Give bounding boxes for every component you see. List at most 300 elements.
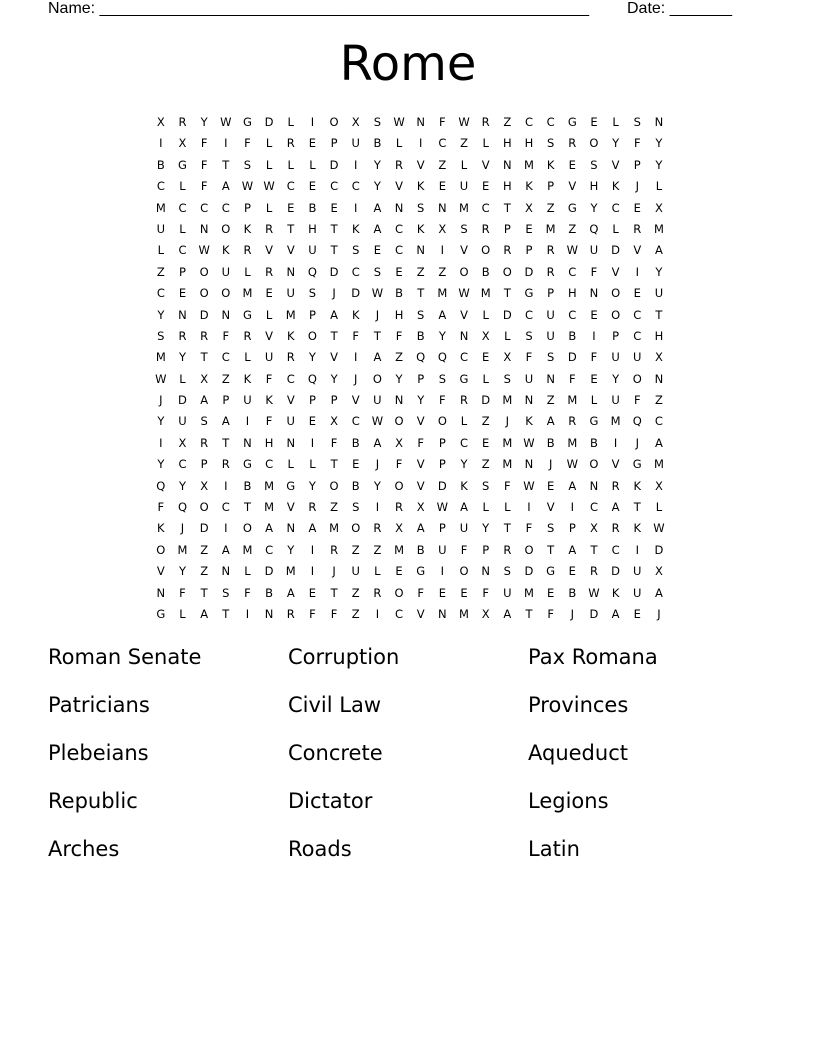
grid-letter: I bbox=[159, 136, 163, 151]
grid-letter: E bbox=[482, 435, 490, 450]
grid-letter: F bbox=[244, 136, 251, 151]
grid-letter: J bbox=[635, 179, 639, 194]
grid-letter: P bbox=[308, 307, 316, 322]
grid-letter: D bbox=[199, 521, 209, 536]
grid-letter: G bbox=[242, 307, 252, 322]
grid-letter: N bbox=[394, 200, 404, 215]
grid-letter: V bbox=[460, 307, 468, 322]
grid-letter: C bbox=[178, 200, 187, 215]
grid-letter: A bbox=[308, 521, 317, 536]
grid-letter: A bbox=[438, 307, 447, 322]
grid-letter: I bbox=[635, 542, 639, 557]
grid-letter: Y bbox=[200, 115, 208, 129]
grid-letter: L bbox=[265, 307, 273, 322]
grid-letter: X bbox=[351, 115, 360, 129]
grid-letter: V bbox=[156, 564, 165, 579]
grid-letter: Q bbox=[416, 350, 426, 365]
grid-letter: N bbox=[286, 521, 296, 536]
grid-letter: T bbox=[373, 328, 381, 343]
grid-letter: R bbox=[373, 585, 382, 600]
word-list-item: Roads bbox=[288, 837, 352, 861]
grid-letter: E bbox=[395, 564, 403, 579]
grid-letter: E bbox=[568, 157, 576, 172]
grid-letter: F bbox=[633, 136, 641, 151]
grid-letter: Z bbox=[481, 457, 490, 472]
grid-letter: A bbox=[373, 350, 382, 365]
grid-letter: N bbox=[286, 435, 296, 450]
grid-letter: N bbox=[438, 606, 447, 621]
grid-letter: Z bbox=[503, 115, 512, 129]
grid-letter: O bbox=[481, 243, 491, 258]
grid-letter: N bbox=[416, 243, 425, 258]
grid-letter: C bbox=[286, 179, 295, 194]
grid-letter: H bbox=[503, 136, 512, 151]
grid-letter: I bbox=[310, 564, 315, 579]
grid-letter: L bbox=[287, 457, 294, 472]
grid-letter: F bbox=[330, 606, 338, 621]
grid-letter: A bbox=[373, 221, 382, 236]
grid-letter: S bbox=[417, 200, 425, 215]
grid-letter: F bbox=[590, 264, 598, 279]
grid-letter: E bbox=[308, 414, 317, 429]
grid-letter: N bbox=[156, 585, 166, 600]
grid-letter: E bbox=[590, 371, 598, 386]
grid-letter: P bbox=[179, 264, 186, 279]
grid-letter: W bbox=[523, 478, 535, 493]
grid-letter: T bbox=[222, 435, 230, 450]
grid-letter: D bbox=[524, 264, 534, 279]
grid-row bbox=[150, 240, 670, 261]
grid-letter: H bbox=[654, 328, 664, 343]
grid-letter: K bbox=[222, 243, 230, 258]
grid-letter: G bbox=[589, 414, 599, 429]
grid-row bbox=[150, 283, 670, 304]
grid-letter: T bbox=[633, 500, 641, 515]
grid-letter: M bbox=[524, 157, 534, 172]
grid-letter: F bbox=[525, 350, 533, 365]
grid-letter: T bbox=[547, 542, 555, 557]
grid-row bbox=[150, 561, 670, 582]
word-list-item: Dictator bbox=[288, 789, 373, 813]
grid-letter: F bbox=[417, 435, 425, 450]
grid-letter: N bbox=[503, 157, 512, 172]
grid-letter: C bbox=[524, 307, 533, 322]
grid-letter: L bbox=[395, 136, 403, 151]
word-list-item: Concrete bbox=[288, 741, 383, 765]
grid-letter: S bbox=[546, 136, 555, 151]
grid-row bbox=[150, 518, 670, 539]
grid-letter: C bbox=[178, 457, 187, 472]
grid-letter: T bbox=[417, 286, 425, 301]
grid-letter: I bbox=[354, 157, 358, 172]
grid-letter: W bbox=[371, 414, 384, 429]
grid-letter: U bbox=[286, 414, 295, 429]
grid-letter: F bbox=[200, 136, 208, 151]
grid-letter: G bbox=[567, 115, 577, 129]
grid-letter: G bbox=[156, 606, 166, 621]
grid-letter: V bbox=[611, 157, 620, 172]
grid-letter: U bbox=[503, 585, 512, 600]
grid-letter: V bbox=[460, 243, 468, 258]
grid-letter: M bbox=[502, 457, 513, 472]
grid-letter: T bbox=[503, 286, 511, 301]
grid-letter: X bbox=[438, 221, 447, 236]
grid-letter: W bbox=[393, 115, 405, 129]
grid-letter: Z bbox=[221, 371, 230, 386]
grid-letter: R bbox=[178, 115, 187, 129]
grid-letter: I bbox=[245, 414, 250, 429]
grid-letter: R bbox=[221, 457, 230, 472]
grid-letter: Z bbox=[438, 157, 447, 172]
grid-letter: U bbox=[243, 393, 252, 408]
grid-letter: P bbox=[200, 457, 208, 472]
grid-letter: U bbox=[286, 286, 295, 301]
grid-letter: O bbox=[394, 414, 404, 429]
grid-letter: S bbox=[503, 371, 511, 386]
grid-letter: D bbox=[611, 564, 621, 579]
grid-letter: S bbox=[352, 243, 360, 258]
grid-letter: F bbox=[222, 328, 230, 343]
grid-letter: P bbox=[438, 521, 446, 536]
date-field-label: Date: _______ bbox=[627, 0, 732, 17]
grid-letter: E bbox=[547, 585, 555, 600]
grid-letter: N bbox=[394, 393, 404, 408]
grid-letter: N bbox=[221, 564, 231, 579]
grid-letter: Y bbox=[157, 307, 165, 322]
grid-letter: O bbox=[524, 542, 534, 557]
grid-letter: L bbox=[460, 157, 468, 172]
grid-row bbox=[150, 347, 670, 368]
grid-letter: Z bbox=[200, 564, 209, 579]
grid-letter: Y bbox=[482, 521, 490, 536]
grid-letter: S bbox=[200, 414, 208, 429]
grid-letter: V bbox=[286, 393, 295, 408]
grid-letter: O bbox=[221, 221, 231, 236]
grid-letter: U bbox=[589, 243, 599, 258]
grid-letter: T bbox=[655, 307, 663, 322]
grid-letter: P bbox=[568, 521, 576, 536]
grid-letter: C bbox=[221, 500, 230, 515]
grid-letter: V bbox=[395, 179, 403, 194]
grid-letter: U bbox=[178, 414, 187, 429]
grid-letter: T bbox=[200, 585, 208, 600]
grid-letter: X bbox=[156, 115, 165, 129]
grid-letter: F bbox=[265, 371, 273, 386]
grid-letter: V bbox=[416, 606, 425, 621]
grid-letter: Y bbox=[373, 157, 381, 172]
grid-letter: V bbox=[568, 179, 577, 194]
grid-letter: M bbox=[285, 564, 296, 579]
grid-letter: I bbox=[419, 136, 423, 151]
grid-letter: R bbox=[178, 328, 187, 343]
grid-letter: A bbox=[654, 243, 663, 258]
grid-letter: J bbox=[548, 457, 553, 472]
grid-letter: I bbox=[354, 200, 358, 215]
grid-letter: N bbox=[178, 307, 187, 322]
grid-letter: P bbox=[633, 157, 641, 172]
grid-letter: E bbox=[633, 606, 641, 621]
grid-letter: O bbox=[589, 136, 599, 151]
grid-letter: I bbox=[310, 435, 315, 450]
grid-letter: F bbox=[525, 521, 533, 536]
grid-letter: T bbox=[330, 328, 338, 343]
grid-letter: J bbox=[375, 307, 380, 322]
grid-letter: B bbox=[308, 200, 317, 215]
grid-letter: K bbox=[265, 393, 273, 408]
grid-letter: Z bbox=[481, 414, 490, 429]
grid-letter: K bbox=[611, 179, 620, 194]
grid-letter: T bbox=[503, 521, 511, 536]
grid-letter: V bbox=[265, 243, 274, 258]
grid-letter: F bbox=[179, 585, 186, 600]
grid-letter: T bbox=[287, 221, 295, 236]
grid-letter: E bbox=[438, 585, 446, 600]
grid-letter: L bbox=[482, 371, 489, 386]
grid-letter: I bbox=[310, 542, 315, 557]
word-list-item: Arches bbox=[48, 837, 120, 861]
grid-letter: X bbox=[481, 328, 490, 343]
grid-letter: N bbox=[589, 286, 599, 301]
grid-letter: R bbox=[265, 221, 274, 236]
grid-letter: N bbox=[654, 115, 664, 129]
grid-letter: U bbox=[524, 371, 534, 386]
grid-letter: Y bbox=[612, 371, 620, 386]
grid-row bbox=[150, 155, 670, 176]
grid-letter: W bbox=[198, 243, 210, 258]
grid-letter: L bbox=[287, 157, 294, 172]
word-list-item: Latin bbox=[528, 837, 580, 861]
grid-letter: P bbox=[525, 243, 533, 258]
grid-letter: N bbox=[416, 115, 425, 129]
word-list-item: Legions bbox=[528, 789, 609, 813]
grid-letter: Z bbox=[395, 350, 403, 365]
grid-letter: M bbox=[653, 457, 664, 472]
grid-letter: Z bbox=[546, 393, 555, 408]
grid-letter: E bbox=[568, 564, 576, 579]
grid-letter: P bbox=[438, 435, 446, 450]
grid-letter: A bbox=[503, 606, 512, 621]
grid-letter: C bbox=[589, 500, 598, 515]
grid-letter: R bbox=[243, 243, 252, 258]
grid-letter: T bbox=[330, 585, 338, 600]
grid-letter: J bbox=[159, 393, 163, 408]
grid-letter: Z bbox=[373, 542, 382, 557]
grid-letter: Y bbox=[373, 478, 381, 493]
grid-letter: J bbox=[180, 521, 185, 536]
grid-letter: D bbox=[199, 307, 209, 322]
grid-letter: V bbox=[416, 478, 425, 493]
grid-letter: P bbox=[308, 393, 316, 408]
grid-letter: R bbox=[568, 136, 577, 151]
grid-letter: O bbox=[329, 115, 339, 129]
grid-row bbox=[150, 411, 670, 432]
grid-letter: L bbox=[655, 179, 663, 194]
grid-letter: F bbox=[352, 328, 360, 343]
grid-letter: H bbox=[524, 136, 534, 151]
grid-letter: A bbox=[546, 414, 555, 429]
grid-letter: R bbox=[286, 606, 295, 621]
grid-letter: A bbox=[373, 435, 382, 450]
grid-letter: E bbox=[525, 221, 533, 236]
grid-letter: Y bbox=[655, 136, 663, 151]
page-title: Rome bbox=[339, 36, 477, 92]
grid-letter: I bbox=[613, 435, 618, 450]
grid-letter: D bbox=[264, 115, 274, 129]
grid-letter: M bbox=[177, 542, 188, 557]
grid-letter: E bbox=[482, 179, 490, 194]
grid-letter: O bbox=[221, 286, 231, 301]
grid-letter: R bbox=[503, 243, 512, 258]
grid-letter: F bbox=[439, 115, 446, 129]
grid-letter: I bbox=[354, 350, 358, 365]
grid-letter: E bbox=[633, 286, 641, 301]
grid-letter: L bbox=[179, 371, 186, 386]
grid-letter: M bbox=[567, 435, 578, 450]
grid-letter: C bbox=[265, 457, 274, 472]
grid-letter: N bbox=[524, 393, 534, 408]
grid-letter: K bbox=[243, 371, 252, 386]
grid-letter: U bbox=[264, 350, 274, 365]
grid-letter: J bbox=[657, 606, 661, 621]
grid-letter: G bbox=[632, 457, 642, 472]
grid-letter: M bbox=[459, 606, 469, 621]
grid-letter: Z bbox=[351, 606, 360, 621]
grid-letter: W bbox=[566, 457, 578, 472]
name-field-label: Name: _______________________________________________________ bbox=[48, 0, 589, 17]
grid-letter: D bbox=[329, 264, 339, 279]
grid-letter: I bbox=[375, 606, 380, 621]
grid-letter: S bbox=[243, 157, 252, 172]
grid-letter: U bbox=[351, 136, 360, 151]
header-line bbox=[48, 0, 732, 18]
grid-letter: S bbox=[503, 564, 511, 579]
grid-row bbox=[150, 219, 670, 240]
grid-letter: H bbox=[589, 179, 599, 194]
grid-letter: N bbox=[481, 564, 490, 579]
grid-letter: B bbox=[416, 542, 425, 557]
grid-letter: G bbox=[567, 200, 577, 215]
grid-letter: C bbox=[286, 371, 295, 386]
grid-letter: L bbox=[612, 115, 619, 129]
grid-letter: C bbox=[568, 307, 577, 322]
grid-letter: O bbox=[199, 264, 209, 279]
grid-letter: S bbox=[633, 115, 641, 129]
grid-letter: E bbox=[590, 115, 598, 129]
grid-letter: E bbox=[633, 200, 641, 215]
grid-letter: L bbox=[265, 136, 273, 151]
grid-letter: V bbox=[633, 243, 642, 258]
grid-letter: O bbox=[372, 371, 382, 386]
grid-letter: D bbox=[178, 393, 187, 408]
word-list-item: Republic bbox=[48, 789, 138, 813]
grid-letter: Y bbox=[178, 350, 186, 365]
grid-letter: M bbox=[264, 478, 275, 493]
grid-letter: S bbox=[352, 500, 360, 515]
grid-letter: R bbox=[460, 393, 469, 408]
grid-letter: Y bbox=[590, 200, 598, 215]
grid-letter: P bbox=[417, 371, 425, 386]
grid-letter: G bbox=[546, 564, 556, 579]
grid-letter: I bbox=[592, 328, 596, 343]
grid-letter: L bbox=[374, 564, 381, 579]
grid-letter: Z bbox=[438, 264, 447, 279]
grid-letter: Y bbox=[178, 564, 186, 579]
grid-letter: I bbox=[375, 500, 380, 515]
grid-letter: E bbox=[265, 286, 273, 301]
grid-letter: E bbox=[178, 286, 187, 301]
grid-letter: R bbox=[546, 243, 555, 258]
grid-letter: Y bbox=[157, 457, 165, 472]
grid-letter: Z bbox=[351, 585, 360, 600]
grid-letter: Z bbox=[568, 221, 577, 236]
grid-letter: I bbox=[245, 606, 250, 621]
grid-letter: H bbox=[394, 307, 404, 322]
grid-letter: A bbox=[568, 542, 577, 557]
grid-letter: C bbox=[546, 115, 555, 129]
grid-letter: M bbox=[545, 221, 556, 236]
grid-letter: C bbox=[265, 542, 274, 557]
grid-letter: L bbox=[309, 457, 316, 472]
grid-letter: X bbox=[654, 350, 663, 365]
grid-letter: U bbox=[633, 350, 642, 365]
grid-letter: F bbox=[633, 393, 641, 408]
grid-letter: C bbox=[178, 243, 187, 258]
grid-letter: X bbox=[590, 521, 598, 536]
grid-letter: K bbox=[351, 307, 360, 322]
grid-letter: P bbox=[438, 457, 446, 472]
grid-letter: C bbox=[460, 350, 469, 365]
grid-letter: V bbox=[481, 157, 490, 172]
grid-letter: H bbox=[567, 286, 577, 301]
grid-letter: O bbox=[589, 457, 599, 472]
grid-letter: V bbox=[611, 457, 620, 472]
grid-letter: E bbox=[373, 243, 382, 258]
grid-letter: O bbox=[242, 521, 252, 536]
grid-letter: I bbox=[527, 500, 531, 515]
grid-row bbox=[150, 326, 670, 347]
grid-letter: C bbox=[221, 350, 230, 365]
grid-letter: E bbox=[287, 200, 295, 215]
word-list-item: Pax Romana bbox=[528, 645, 658, 669]
grid-letter: E bbox=[482, 350, 490, 365]
grid-letter: W bbox=[458, 115, 470, 129]
grid-letter: X bbox=[416, 500, 425, 515]
grid-letter: U bbox=[221, 264, 230, 279]
grid-letter: X bbox=[395, 521, 403, 536]
grid-letter: D bbox=[502, 307, 512, 322]
grid-letter: R bbox=[546, 264, 555, 279]
grid-letter: C bbox=[221, 200, 230, 215]
grid-letter: C bbox=[611, 200, 620, 215]
grid-letter: U bbox=[438, 542, 447, 557]
grid-letter: C bbox=[633, 307, 642, 322]
grid-letter: Q bbox=[589, 221, 599, 236]
grid-letter: C bbox=[481, 200, 490, 215]
grid-letter: O bbox=[437, 414, 447, 429]
grid-letter: T bbox=[525, 606, 533, 621]
grid-letter: Z bbox=[156, 264, 165, 279]
grid-letter: W bbox=[371, 286, 384, 301]
grid-letter: J bbox=[570, 606, 574, 621]
grid-letter: C bbox=[395, 243, 404, 258]
grid-letter: V bbox=[351, 393, 360, 408]
grid-letter: R bbox=[373, 521, 382, 536]
grid-letter: R bbox=[611, 478, 620, 493]
grid-letter: M bbox=[264, 500, 275, 515]
word-list bbox=[48, 642, 788, 882]
grid-letter: Z bbox=[330, 500, 339, 515]
grid-letter: F bbox=[482, 585, 489, 600]
